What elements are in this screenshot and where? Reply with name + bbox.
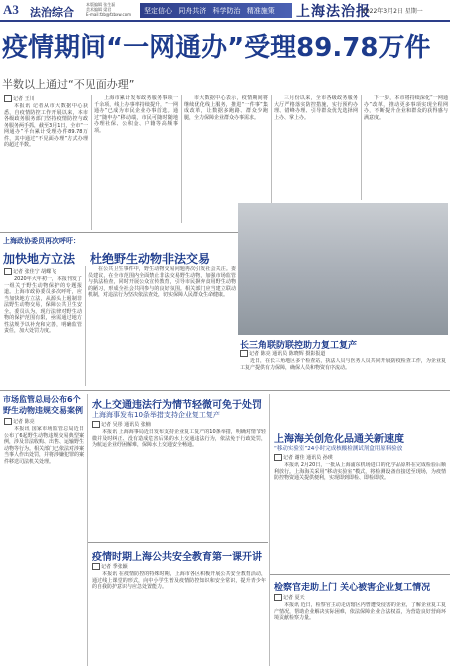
lead-column-1: [4, 103, 88, 233]
strip-label: 上海政协委员再次呼吁：: [3, 237, 80, 245]
article-3-body: [88, 266, 236, 386]
article-paragraph: 本报讯 近日，检察官主动走访辖区内曾遭受侵害的企业，了解企业复工复产情况，帮助企业解决实际困难，依法保障企业合法权益，为营造良好营商环境贡献检察力量。: [274, 602, 446, 621]
masthead: [0, 0, 450, 22]
photo-caption-body: [240, 358, 446, 388]
lead-column-2: [94, 95, 178, 223]
article-2-title: 加快地方立法: [3, 252, 76, 266]
column-divider: [91, 95, 92, 230]
article-4-kicker: 市场监管总局公布6个: [3, 395, 81, 404]
article-paragraph: 本报讯 上海海事局近日发布支持企业复工复产的10条举措，明确对情节轻微并及时纠正、没有造成危害后果的水上交通违法行为，依法免于行政处罚，为航运企业纾困解难，保障水上交通安全畅通。: [92, 429, 266, 448]
article-paragraph: 本报讯 在疫情防控的特殊时期，上海市各区积极开展公共安全教育活动，通过线上课堂的形式，向中小学生普及疫情防控知识和安全常识，提升青少年的自我防护意识与应急处置能力。: [92, 571, 266, 590]
article-7-byline: 记者 季张颖: [92, 563, 128, 570]
article-6-byline: 记者 谢佳 通讯员 孙瑛: [274, 454, 333, 461]
article-7-body: [92, 571, 266, 666]
article-6-subtitle: “移动实验室”24小时完成核酸检测试剂盒用原料验放: [274, 446, 403, 452]
lead-byline: 记者 王川: [4, 95, 35, 102]
section-divider: [0, 390, 450, 391]
lead-paragraph: 上海市累计发布政务服务事项一千余项，线上办事率持续提升，“一网通办”已成为市民企业办事首选。通过“随申办”移动端，市民可随时随地办理社保、公积金、户籍等高频事项。: [94, 95, 178, 134]
section-divider: [0, 232, 238, 233]
lead-column-5: [364, 95, 448, 200]
column-divider: [361, 95, 362, 200]
lead-headline: 疫情期间“一网通办”受理89.78万件: [2, 33, 431, 63]
article-5-title: 水上交通违法行为情节轻微可免于处罚: [92, 400, 262, 411]
article-3-title: 杜绝野生动物非法交易: [90, 252, 211, 266]
page-number: A3: [3, 2, 19, 17]
lead-paragraph: 市大数据中心表示，疫情期间将继续优化线上服务，推进“一件事”集成改革，让数据多跑路、群众少跑腿，全力保障企业群众办事需求。: [184, 95, 268, 121]
column-divider: [85, 266, 86, 386]
article-7-title: 疫情时期上海公共安全教育第一课开讲: [92, 552, 262, 563]
lead-paragraph: 本报讯 记者从市大数据中心获悉，自疫情防控工作开展以来，本市各级政务服务部门坚持疫情防控与政务服务两手抓，截至3月1日，全市“一网通办”平台累计受理办件89.78万件，其中通过“不见面办理”方式办理的超过半数。: [4, 103, 88, 148]
photo-caption-byline: 记者 陈亮 通讯员 陈晓辉 摄影报道: [240, 350, 325, 357]
news-photo: [238, 203, 448, 335]
article-paragraph: 本报讯 2月20日，一批从上海浦东机场进口的化学品原料在完成检验后顺利放行。上海海关采用“移动实验室”模式，将检测设备直接送至现场，为疫情防控物资通关提供便利，实现即到即检、即检即放。: [274, 462, 446, 481]
lead-subhead: 半数以上通过“不见面办理”: [2, 78, 135, 91]
article-5-subtitle: 上海海事发布10条举措支持企业复工复产: [92, 411, 220, 419]
lead-paragraph: 下一步，本市将持续深化“一网通办”改革，推动更多事项实现全程网办，不断提升企业和群众的获得感与满意度。: [364, 95, 448, 121]
article-8-title: 检察官走助上门 关心被害企业复工情况: [274, 583, 431, 593]
editor-line: 本版编辑 张生磊: [86, 2, 116, 7]
article-4-body: [4, 426, 84, 666]
slogan-banner: [140, 3, 292, 18]
editor-line: E-mail:fzb@fzbxw.com: [86, 12, 132, 17]
editor-credits: [86, 2, 140, 17]
article-5-body: [92, 429, 266, 539]
column-divider: [87, 394, 88, 666]
article-4-title: 野生动物违规交易案例: [3, 406, 83, 415]
caption-paragraph: 近日，在长三角地区多个检查站，执法人员与医务人员共同开展防疫检查工作，为企业复工复产提供有力保障，确保人员和物资有序流动。: [240, 358, 446, 371]
article-2-body: [4, 276, 82, 386]
editor-line: 美术编辑 梁君: [86, 7, 112, 12]
article-2-byline: 记者 张佳宁 胡蝶飞: [4, 268, 56, 275]
banner-item: 精准施策: [246, 7, 275, 15]
issue-date: 2022年3月2日 星期一: [362, 8, 423, 15]
section-name: 法治综合: [30, 6, 74, 19]
article-paragraph: 2020年大年初一，本报刊发了一组关于野生动物保护的专题报道。上海市政协委员多次呼吁，应当加快地方立法，从源头上遏制非法野生动物交易，保障公共卫生安全。委员认为，现行法律对野生动物的保护范围有限，亟需通过地方性法规予以补充和完善，明确监管责任，加大处罚力度。: [4, 276, 82, 334]
article-paragraph: 本报讯 国家市场监管总局近日公布了6起野生动物违规交易典型案例，涉及非法收购、出售、运输野生动物等行为。相关部门已依法对涉案当事人作出处罚，并将涉嫌犯罪的案件移送司法机关处理。: [4, 426, 84, 465]
photo-background: [238, 203, 448, 335]
column-divider: [181, 95, 182, 223]
column-divider: [269, 394, 270, 666]
section-divider: [270, 574, 450, 575]
article-6-title: 上海海关创危化品通关新速度: [274, 434, 404, 445]
article-8-byline: 记者 夏天: [274, 594, 305, 601]
article-4-byline: 记者 陈亮: [4, 418, 35, 425]
section-divider: [88, 542, 268, 543]
lead-paragraph: 三月份以来，全市各级政务服务大厅严格落实防控措施，实行预约办理、错峰办理、引导群众优先选择网上办、掌上办。: [274, 95, 358, 121]
photo-caption-title: 长三角联防联控助力复工复产: [240, 341, 358, 351]
newspaper-logo: 上海法治报: [296, 5, 371, 20]
article-5-byline: 记者 吴彤 通讯员 张楠: [92, 421, 151, 428]
banner-item: 科学防治: [212, 7, 241, 15]
banner-item: 坚定信心: [144, 7, 172, 15]
article-6-body: [274, 462, 446, 570]
banner-item: 同舟共济: [178, 7, 207, 15]
article-paragraph: 在公共卫生事件中，野生动物交易问题再次引发社会关注。委员建议，在全市范围内全面禁止非法交易野生动物，加强市场监管与执法检查，同时开展公众宣传教育，引导市民摒弃食用野生动物的陋习，形成全社会共同参与的良好氛围。相关部门应当建立联动机制，对违法行为坚决依法查处，切实保障人民群众生命健康。: [88, 266, 236, 298]
article-8-body: [274, 602, 446, 666]
